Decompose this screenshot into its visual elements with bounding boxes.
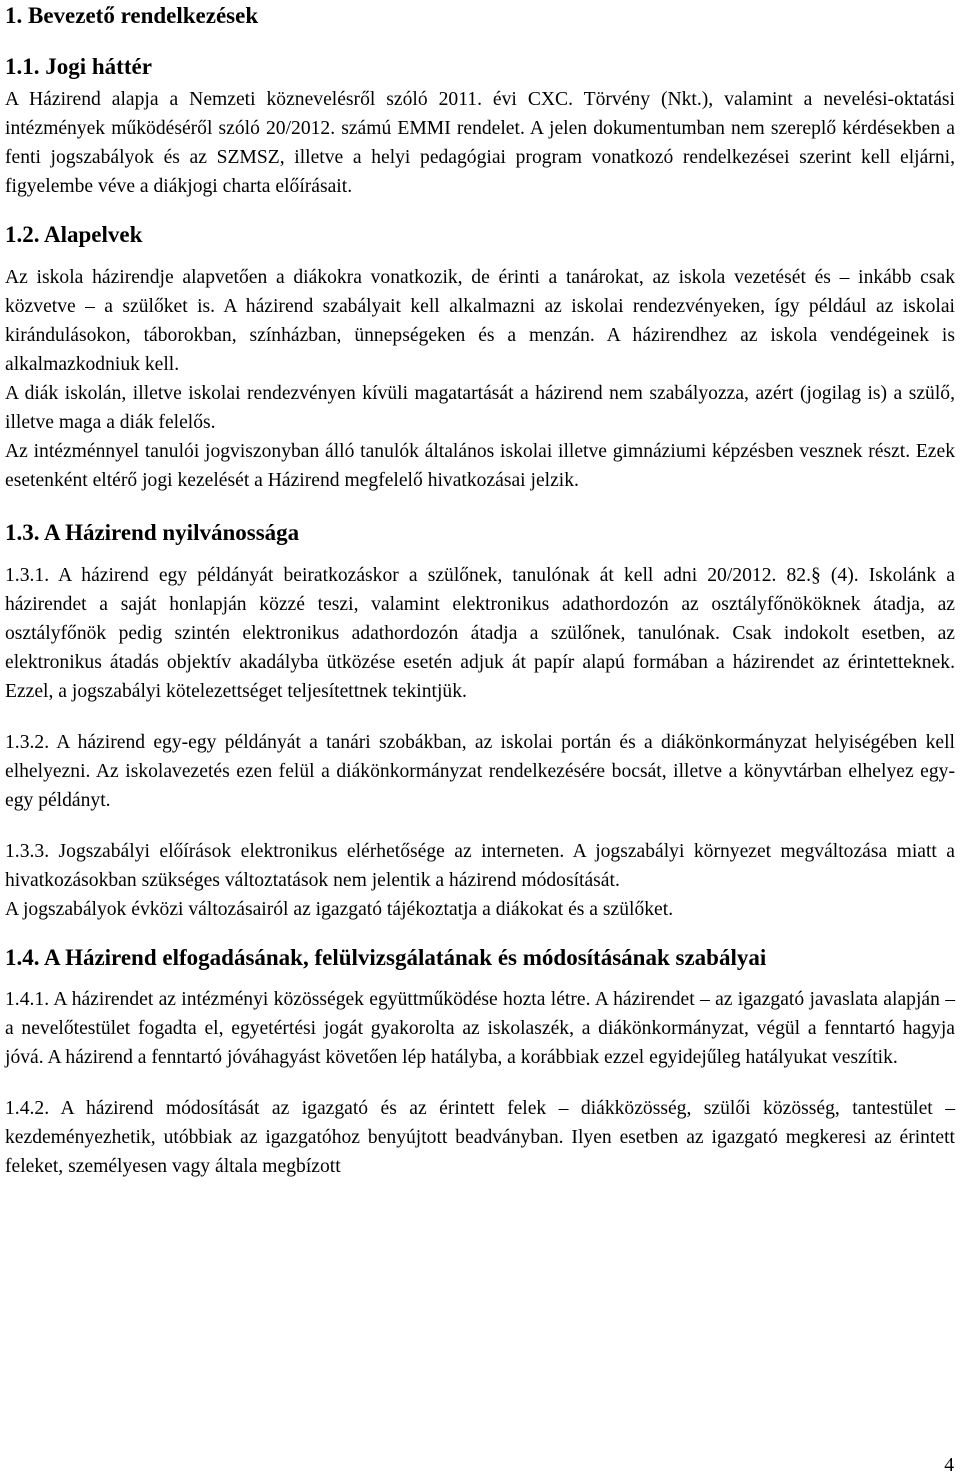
paragraph-1-3-3: 1.3.3. Jogszabályi előírások elektronikus elérhetősége az interneten. A jogszabályi környezet megváltozása miatt a hivatkozásokban szükséges változtatások nem jelentik a házirend módosítását. [5, 841, 955, 891]
paragraph-1-4-2: 1.4.2. A házirend módosítását az igazgató és az érintett felek – diákközösség, szülői közösség, tantestület – kezdeményezhetik, utóbbiak az igazgatóhoz benyújtott beadványban. Ilyen esetben az igazgató megkeresi az érintett feleket, személyesen vagy általa megbízott [5, 1098, 955, 1177]
paragraph-1-3-3-note: A jogszabályok évközi változásairól az igazgató tájékoztatja a diákokat és a szülőket. [5, 899, 674, 920]
paragraph-principles-outside: A diák iskolán, illetve iskolai rendezvényen kívüli magatartását a házirend nem szabályozza, azért (jogilag is) a szülő, illetve maga a diák felelős. [5, 383, 955, 433]
paragraph-1-4-1: 1.4.1. A házirendet az intézményi közösségek együttműködése hozta létre. A házirendet – az igazgató javaslata alapján – a nevelőtestület fogadta el, egyetértési jogát gyakorolta az iskolaszék, a diákönkormányzat, végül a fenntartó hagyja jóvá. A házirend a fenntartó jóváhagyást követően lép hatályba, a korábbiak ezzel egyidejűleg hatályukat veszítik. [5, 989, 955, 1068]
section-heading-publicity: 1.3. A Házirend nyilvánossága [5, 520, 300, 545]
section-heading-legal-background: 1.1. Jogi háttér [5, 54, 152, 79]
section-heading-adoption: 1.4. A Házirend elfogadásának, felülvizsgálatának és módosításának szabályai [5, 945, 767, 970]
page-number: 4 [944, 1455, 954, 1476]
chapter-heading: 1. Bevezető rendelkezések [5, 3, 259, 28]
paragraph-1-3-2: 1.3.2. A házirend egy-egy példányát a tanári szobákban, az iskolai portán és a diákönkormányzat helyiségében kell elhelyezni. Az iskolavezetés ezen felül a diákönkormányzat rendelkezésére bocsát, illetve a könyvtárban elhelyez egy-egy példányt. [5, 732, 955, 811]
section-heading-principles: 1.2. Alapelvek [5, 222, 143, 247]
paragraph-legal-background: A Házirend alapja a Nemzeti köznevelésről szóló 2011. évi CXC. Törvény (Nkt.), valamint a nevelési-oktatási intézmények működéséről szóló 20/2012. számú EMMI rendelet. A jelen dokumentumban nem szereplő kérdésekben a fenti jogszabályok és az SZMSZ, illetve a helyi pedagógiai program vonatkozó rendelkezései szerint kell eljárni, figyelembe véve a diákjogi charta előírásait. [5, 89, 955, 197]
paragraph-principles-scope: Az iskola házirendje alapvetően a diákokra vonatkozik, de érinti a tanárokat, az iskola vezetését és – inkább csak közvetve – a szülőket is. A házirend szabályait kell alkalmazni az iskolai rendezvényeken, így például az iskolai kirándulásokon, táborokban, színházban, ünnepségeken és a menzán. A házirendhez az iskola vendégeinek is alkalmazkodniuk kell. [5, 267, 955, 375]
paragraph-principles-students: Az intézménnyel tanulói jogviszonyban álló tanulók általános iskolai illetve gimnáziumi képzésben vesznek részt. Ezek esetenként eltérő jogi kezelését a Házirend megfelelő hivatkozásai jelzik. [5, 441, 955, 491]
paragraph-1-3-1: 1.3.1. A házirend egy példányát beiratkozáskor a szülőnek, tanulónak át kell adni 20/2012. 82.§ (4). Iskolánk a házirendet a saját honlapján közzé teszi, valamint elektronikus adathordozón az osztályfőnököknek átadja, az osztályfőnök pedig szintén elektronikus adathordozón átadja a szülőnek, tanulónak. Csak indokolt esetben, az elektronikus átadás objektív akadályba ütközése esetén adjuk át papír alapú formában a házirendet az érintetteknek. Ezzel, a jogszabályi kötelezettséget teljesítettnek tekintjük. [5, 565, 955, 702]
document-page [5, 0, 955, 1181]
